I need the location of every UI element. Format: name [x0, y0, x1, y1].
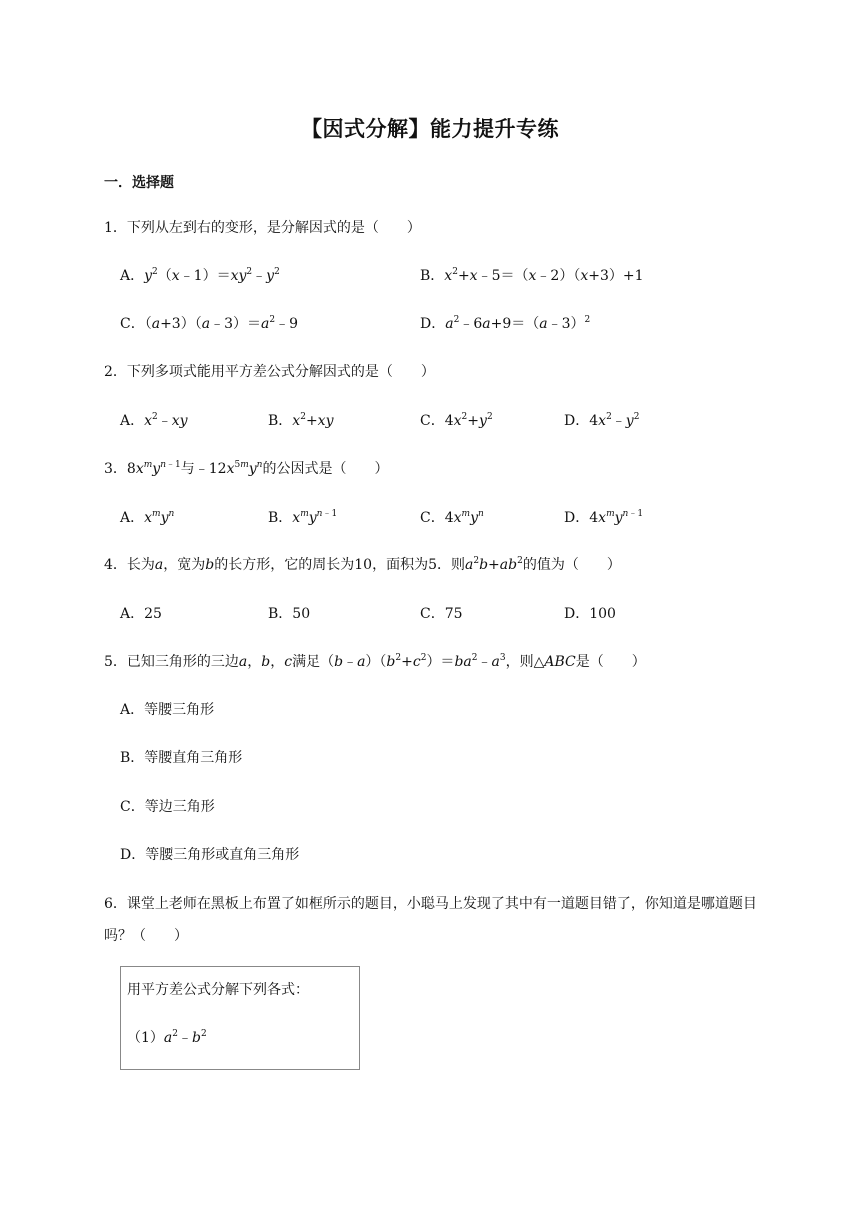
question-4-option-d: D．100	[564, 606, 616, 622]
question-2-option-c: C．$4x^2+y^2$	[420, 412, 493, 429]
question-1-option-a: A．$y^2(x﹣1)=xy^2﹣y^2$	[120, 267, 280, 284]
question-3-option-c: C．$4x^my^n$	[420, 509, 484, 526]
section-heading: 一．选择题	[104, 175, 174, 191]
question-4-option-c: C．75	[420, 606, 463, 622]
question-6-problem-box	[120, 966, 360, 1070]
question-4-stem: 4．长为a，宽为b的长方形，它的周长为10，面积为5．则$a^2b+ab^2$的值为（ ）	[104, 556, 621, 573]
problem-box-item-1: $(1)a^2﹣b^2$	[127, 1029, 207, 1046]
question-5-option-b: B．等腰直角三角形	[120, 750, 243, 766]
question-1-option-c: C．$(a+3)(a﹣3)=a^2﹣9$	[120, 315, 299, 332]
page-title: 【因式分解】能力提升专练	[301, 117, 559, 141]
question-2-option-b: B．$x^2+xy$	[268, 412, 334, 429]
question-3-option-b: B．$x^my^{n﹣1}$	[268, 509, 338, 526]
question-2-stem: 2．下列多项式能用平方差公式分解因式的是（ ）	[104, 364, 435, 380]
problem-box-title: 用平方差公式分解下列各式：	[127, 982, 309, 998]
question-1-option-b: B．$x^2+x﹣5=(x﹣2)(x+3)+1$	[420, 267, 644, 284]
question-5-option-c: C．等边三角形	[120, 799, 215, 815]
question-3-option-d: D．$4x^my^{n﹣1}$	[564, 509, 644, 526]
question-1-option-d: D．$a^2﹣6a+9=(a﹣3)^2$	[420, 315, 591, 332]
question-3-option-a: A．$x^my^n$	[120, 509, 175, 526]
question-2-option-d: D．$4x^2﹣y^2$	[564, 412, 640, 429]
question-3-stem: 3．$8x^my^{n﹣1}$与$﹣12x^{5m}y^n$的公因式是（ ）	[104, 460, 389, 477]
question-1-stem: 1．下列从左到右的变形，是分解因式的是（ ）	[104, 220, 421, 236]
question-4-option-b: B．50	[268, 606, 311, 622]
question-4-option-a: A．25	[120, 606, 162, 622]
question-5-option-a: A．等腰三角形	[120, 702, 215, 718]
question-6-stem: 6．课堂上老师在黑板上布置了如框所示的题目，小聪马上发现了其中有一道题目错了，你知道是哪道题目吗？（ ）	[104, 896, 757, 944]
question-5-option-d: D．等腰三角形或直角三角形	[120, 847, 300, 863]
question-2-option-a: A．$x^2﹣xy$	[120, 412, 188, 429]
question-5-stem: 5．已知三角形的三边a，b，c满足$(b﹣a)(b^2+c^2)=ba^2﹣a^3$，则△ABC是（ ）	[104, 653, 646, 670]
